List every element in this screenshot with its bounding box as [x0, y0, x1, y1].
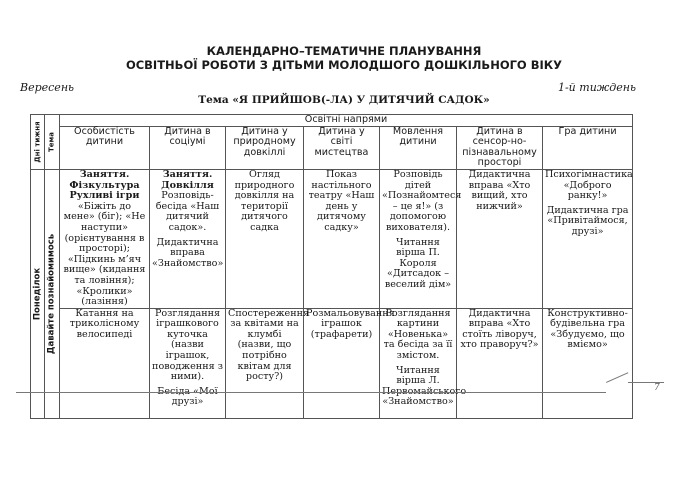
cell-text: Дидактична гра «Привітаймося, друзі»	[546, 204, 629, 237]
column-header: Дитина в сенсор-но-пізнавальному просторі	[457, 126, 543, 169]
cell-text: Дидактична вправа «Знайомство»	[152, 236, 224, 269]
cell-text: Психогімнастика «Доброго ранку!»	[545, 168, 633, 202]
cell-text: Дидактична вправа «Хто стоїть ліворуч, хто праворуч?»	[460, 307, 539, 351]
theme-header	[45, 115, 60, 170]
table-cell	[60, 308, 150, 418]
page-number: 7	[654, 383, 660, 393]
directions-header-row	[31, 115, 633, 127]
table-cell	[226, 307, 310, 418]
cell-text: Огляд природного довкілля на території дитячого садка	[234, 168, 295, 233]
table-cell	[304, 169, 380, 308]
document-title-line-2: ОСВІТНЬОЇ РОБОТИ З ДІТЬМИ МОЛОДШОГО ДОШКІЛЬНОГО ВІКУ	[125, 58, 563, 72]
directions-header: Освітні напрями	[60, 115, 633, 127]
cell-title: Заняття. Довкілля	[161, 168, 214, 191]
cell-text: Дидактична вправа «Хто вищий, хто нижчий»	[468, 168, 531, 212]
month-label: Вересень	[20, 81, 75, 94]
week-label: 1-й тиждень	[557, 81, 636, 94]
table-cell	[60, 169, 150, 308]
days-header-label: Дні тижня	[33, 121, 41, 163]
table-cell	[457, 308, 543, 418]
day-theme-label: Давайте познайомимось	[46, 233, 57, 354]
cell-text: Показ настільного театру «Наш день у дитячому садку»	[308, 168, 375, 233]
column-header: Особистість дитини	[60, 126, 150, 169]
table-row	[31, 308, 633, 418]
table-cell	[226, 169, 304, 308]
cell-text: Розповідь дітей «Познайомтеся – це я!» (з допомогою вихователя).	[382, 168, 462, 233]
column-header: Мовлення дитини	[380, 126, 457, 169]
cell-text: Катання на триколісному велосипеді	[69, 307, 140, 340]
theme-header-label: Тема	[47, 132, 56, 152]
cell-text: Спостереження за квітами на клумбі (назви, що потрібно квітам для росту?)	[228, 307, 310, 383]
cell-text: Розповідь-бесіда «Наш дитячий садок».	[155, 190, 220, 233]
table-cell	[380, 168, 462, 308]
day-label: Понеділок	[32, 267, 42, 320]
table-cell	[380, 307, 467, 418]
column-header: Дитина у світі мистецтва	[304, 126, 380, 169]
cell-text: Читання вірша Л. Первомайського «Знайомство»	[382, 364, 467, 408]
cell-title: Заняття. Фізкультура Рухливі ігри	[69, 168, 140, 202]
table-cell	[304, 307, 395, 418]
table-cell	[543, 308, 633, 418]
day-theme-cell	[45, 169, 60, 418]
cell-text: Розглядання картини «Новенька» та бесіда за її змістом.	[383, 307, 453, 362]
column-header: Гра дитини	[543, 126, 633, 169]
cell-text: Розглядання іграшкового куточка (назви іграшок, поводження з ними).	[152, 307, 223, 383]
table-cell	[150, 169, 226, 308]
day-cell	[31, 169, 45, 418]
table-row	[31, 169, 633, 308]
table-cell	[457, 169, 543, 308]
column-header: Дитина в соціумі	[150, 126, 226, 169]
days-header	[31, 115, 45, 170]
document-title-line-1: КАЛЕНДАРНО–ТЕМАТИЧНЕ ПЛАНУВАННЯ	[206, 44, 482, 58]
cell-text: Розмальовування іграшок (трафарети)	[306, 307, 395, 340]
cell-text: Бесіда «Мої друзі»	[157, 385, 218, 408]
columns-header-row	[31, 126, 633, 169]
theme-title: Тема «Я ПРИЙШОВ(-ЛА) У ДИТЯЧИЙ САДОК»	[198, 94, 490, 106]
cell-text: Конструктивно-будівельна гра «Збудуємо, що вміємо»	[547, 307, 628, 351]
cell-text: «Біжіть до мене» (біг); «Не наступи» (орієнтування в просторі); «Підкинь м’яч вище» (кидання та ловіння); «Кролики» (лазіння)	[63, 200, 146, 308]
table-cell	[543, 169, 633, 308]
footer-rule	[16, 392, 606, 393]
cell-text: Читання вірша П. Короля «Дитсадок – веселий дім»	[384, 236, 452, 290]
planning-table	[30, 114, 633, 419]
table-cell	[150, 308, 226, 418]
column-header: Дитина у природному довкіллі	[226, 126, 304, 169]
